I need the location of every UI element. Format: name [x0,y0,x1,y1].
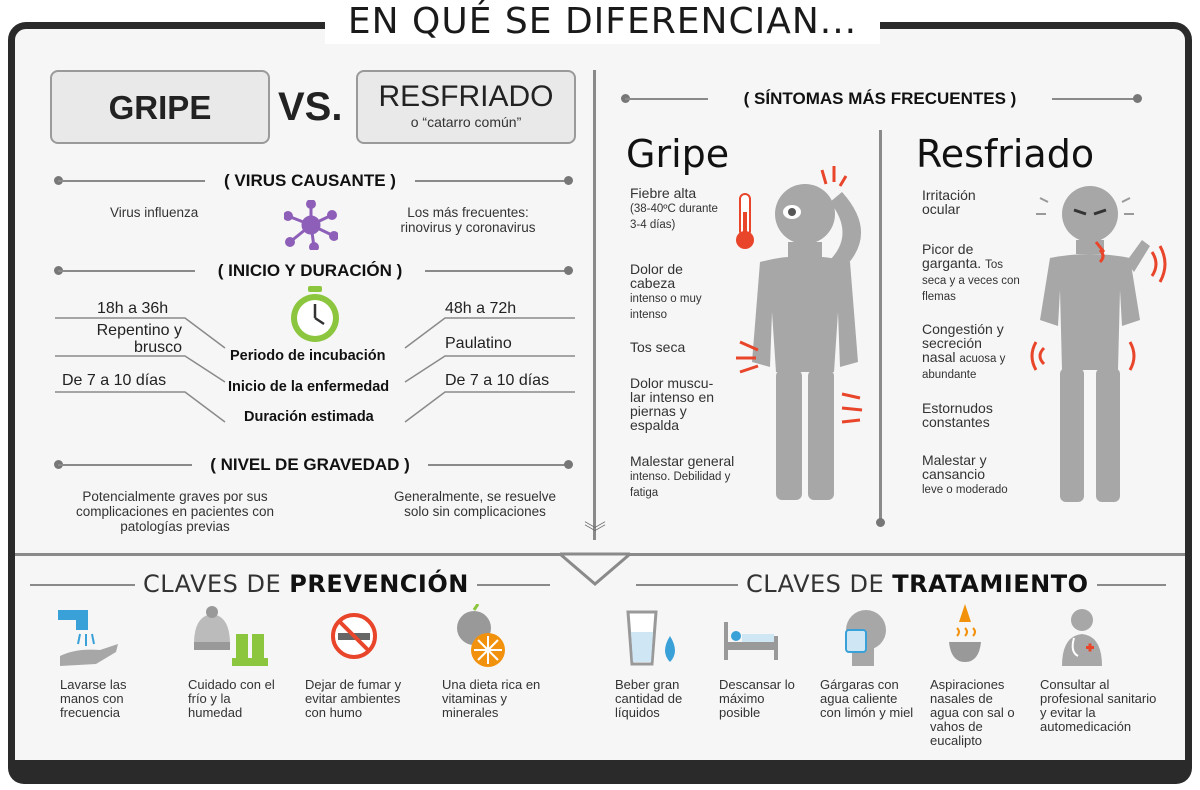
no-smoking-icon [330,612,378,660]
inicio-label-duracion: Duración estimada [244,409,374,425]
gargle-icon [842,608,888,668]
rule-dot [564,266,573,275]
rule-dot [564,460,573,469]
gripe-symptom-5: Malestar general intenso. Debilidad y fatiga [630,453,735,499]
tratamiento-item-3: Gárgaras con agua caliente con limón y miel [820,677,914,720]
tratamiento-item-2: Descansar lo máximo posible [719,677,795,720]
tratamiento-item-5: Consultar al profesional sanitario y evitar la automedicación [1040,677,1157,734]
resfriado-symptoms-title: Resfriado [916,132,1095,176]
prevencion-heading: CLAVES DE PREVENCIÓN [135,570,477,598]
inicio-label-incubacion: Periodo de incubación [230,348,386,364]
winter-clothes-icon [188,604,270,670]
inicio-label-inicio: Inicio de la enfermedad [228,379,390,395]
resfriado-symptom-5: Malestar y cansancio leve o moderado [922,452,1008,496]
footer-bar [8,760,1192,784]
rule-dot [1133,94,1142,103]
gripe-person-figure [730,162,880,507]
virus-gripe-text: Virus influenza [110,205,199,220]
center-divider [593,70,596,540]
rule-dot [564,176,573,185]
inicio-resfriado-incubacion: 48h a 72h [445,300,517,317]
page-title: EN QUÉ SE DIFERENCIAN... [325,0,880,44]
resfriado-symptom-2: Picor de garganta. Tos seca y a veces con flemas [922,241,1020,303]
prevencion-item-3: Dejar de fumar y evitar ambientes con humo [305,677,402,720]
fruit-icon [452,604,512,670]
inicio-gripe-incubacion: 18h a 36h [97,300,169,317]
inicio-gripe-duracion: De 7 a 10 días [62,372,167,389]
tratamiento-item-4: Aspiraciones nasales de agua con sal o vahos de eucalipto [930,677,1015,748]
virus-icon [284,200,338,250]
sintomas-heading: ( SÍNTOMAS MÁS FRECUENTES ) [708,89,1052,109]
tratamiento-heading: CLAVES DE TRATAMIENTO [738,570,1097,598]
gripe-label: GRIPE [108,89,212,126]
rule-dot [876,518,885,527]
bed-icon [722,618,780,662]
inicio-resfriado-duracion: De 7 a 10 días [445,372,550,389]
gripe-box [50,70,270,144]
inicio-heading: ( INICIO Y DURACIÓN ) [195,261,425,281]
prevencion-item-2: Cuidado con el frío y la humedad [188,677,275,720]
gravedad-gripe-text: Potencialmente graves por sus complicaciones en pacientes con patologías previas [75,489,275,534]
inicio-gripe-inicio: Repentino y brusco [96,322,182,356]
steam-bowl-icon [945,602,985,668]
virus-resfriado-text: Los más frecuentes: rinovirus y coronavirus [400,205,536,235]
tratamiento-item-1: Beber gran cantidad de líquidos [615,677,683,720]
vs-label: VS. [278,85,343,129]
water-glass-icon [626,608,682,668]
resfriado-box [356,70,576,144]
gripe-symptoms-title: Gripe [626,132,730,176]
gravedad-heading: ( NIVEL DE GRAVEDAD ) [192,455,428,475]
inicio-resfriado-inicio: Paulatino [445,335,512,352]
divider-notch [560,552,630,586]
handwashing-icon [56,608,120,670]
gripe-symptom-4: Dolor muscu-lar intenso en piernas y espalda [630,375,715,433]
prevencion-item-1: Lavarse las manos con frecuencia [60,677,127,720]
gripe-symptom-3: Tos seca [630,339,686,355]
chevron-down-icon: ︾ [583,520,606,545]
gravedad-resfriado-text: Generalmente, se resuelve solo sin complicaciones [393,489,557,519]
gripe-symptom-2: Dolor de cabeza intenso o muy intenso [630,261,702,321]
doctor-icon [1060,606,1104,668]
resfriado-person-figure [1030,180,1170,510]
resfriado-symptom-3: Congestión y secreción nasal acuosa y abundante [922,321,1006,381]
virus-heading: ( VIRUS CAUSANTE ) [205,171,415,191]
resfriado-symptom-4: Estornudos constantes [922,400,993,430]
prevencion-item-4: Una dieta rica en vitaminas y minerales [442,677,541,720]
resfriado-label: RESFRIADO [378,80,554,113]
gripe-symptom-1: Fiebre alta (38-40ºC durante 3-4 días) [630,185,718,231]
resfriado-symptom-1: Irritación ocular [922,187,976,217]
resfriado-sublabel: o “catarro común” [410,114,522,130]
